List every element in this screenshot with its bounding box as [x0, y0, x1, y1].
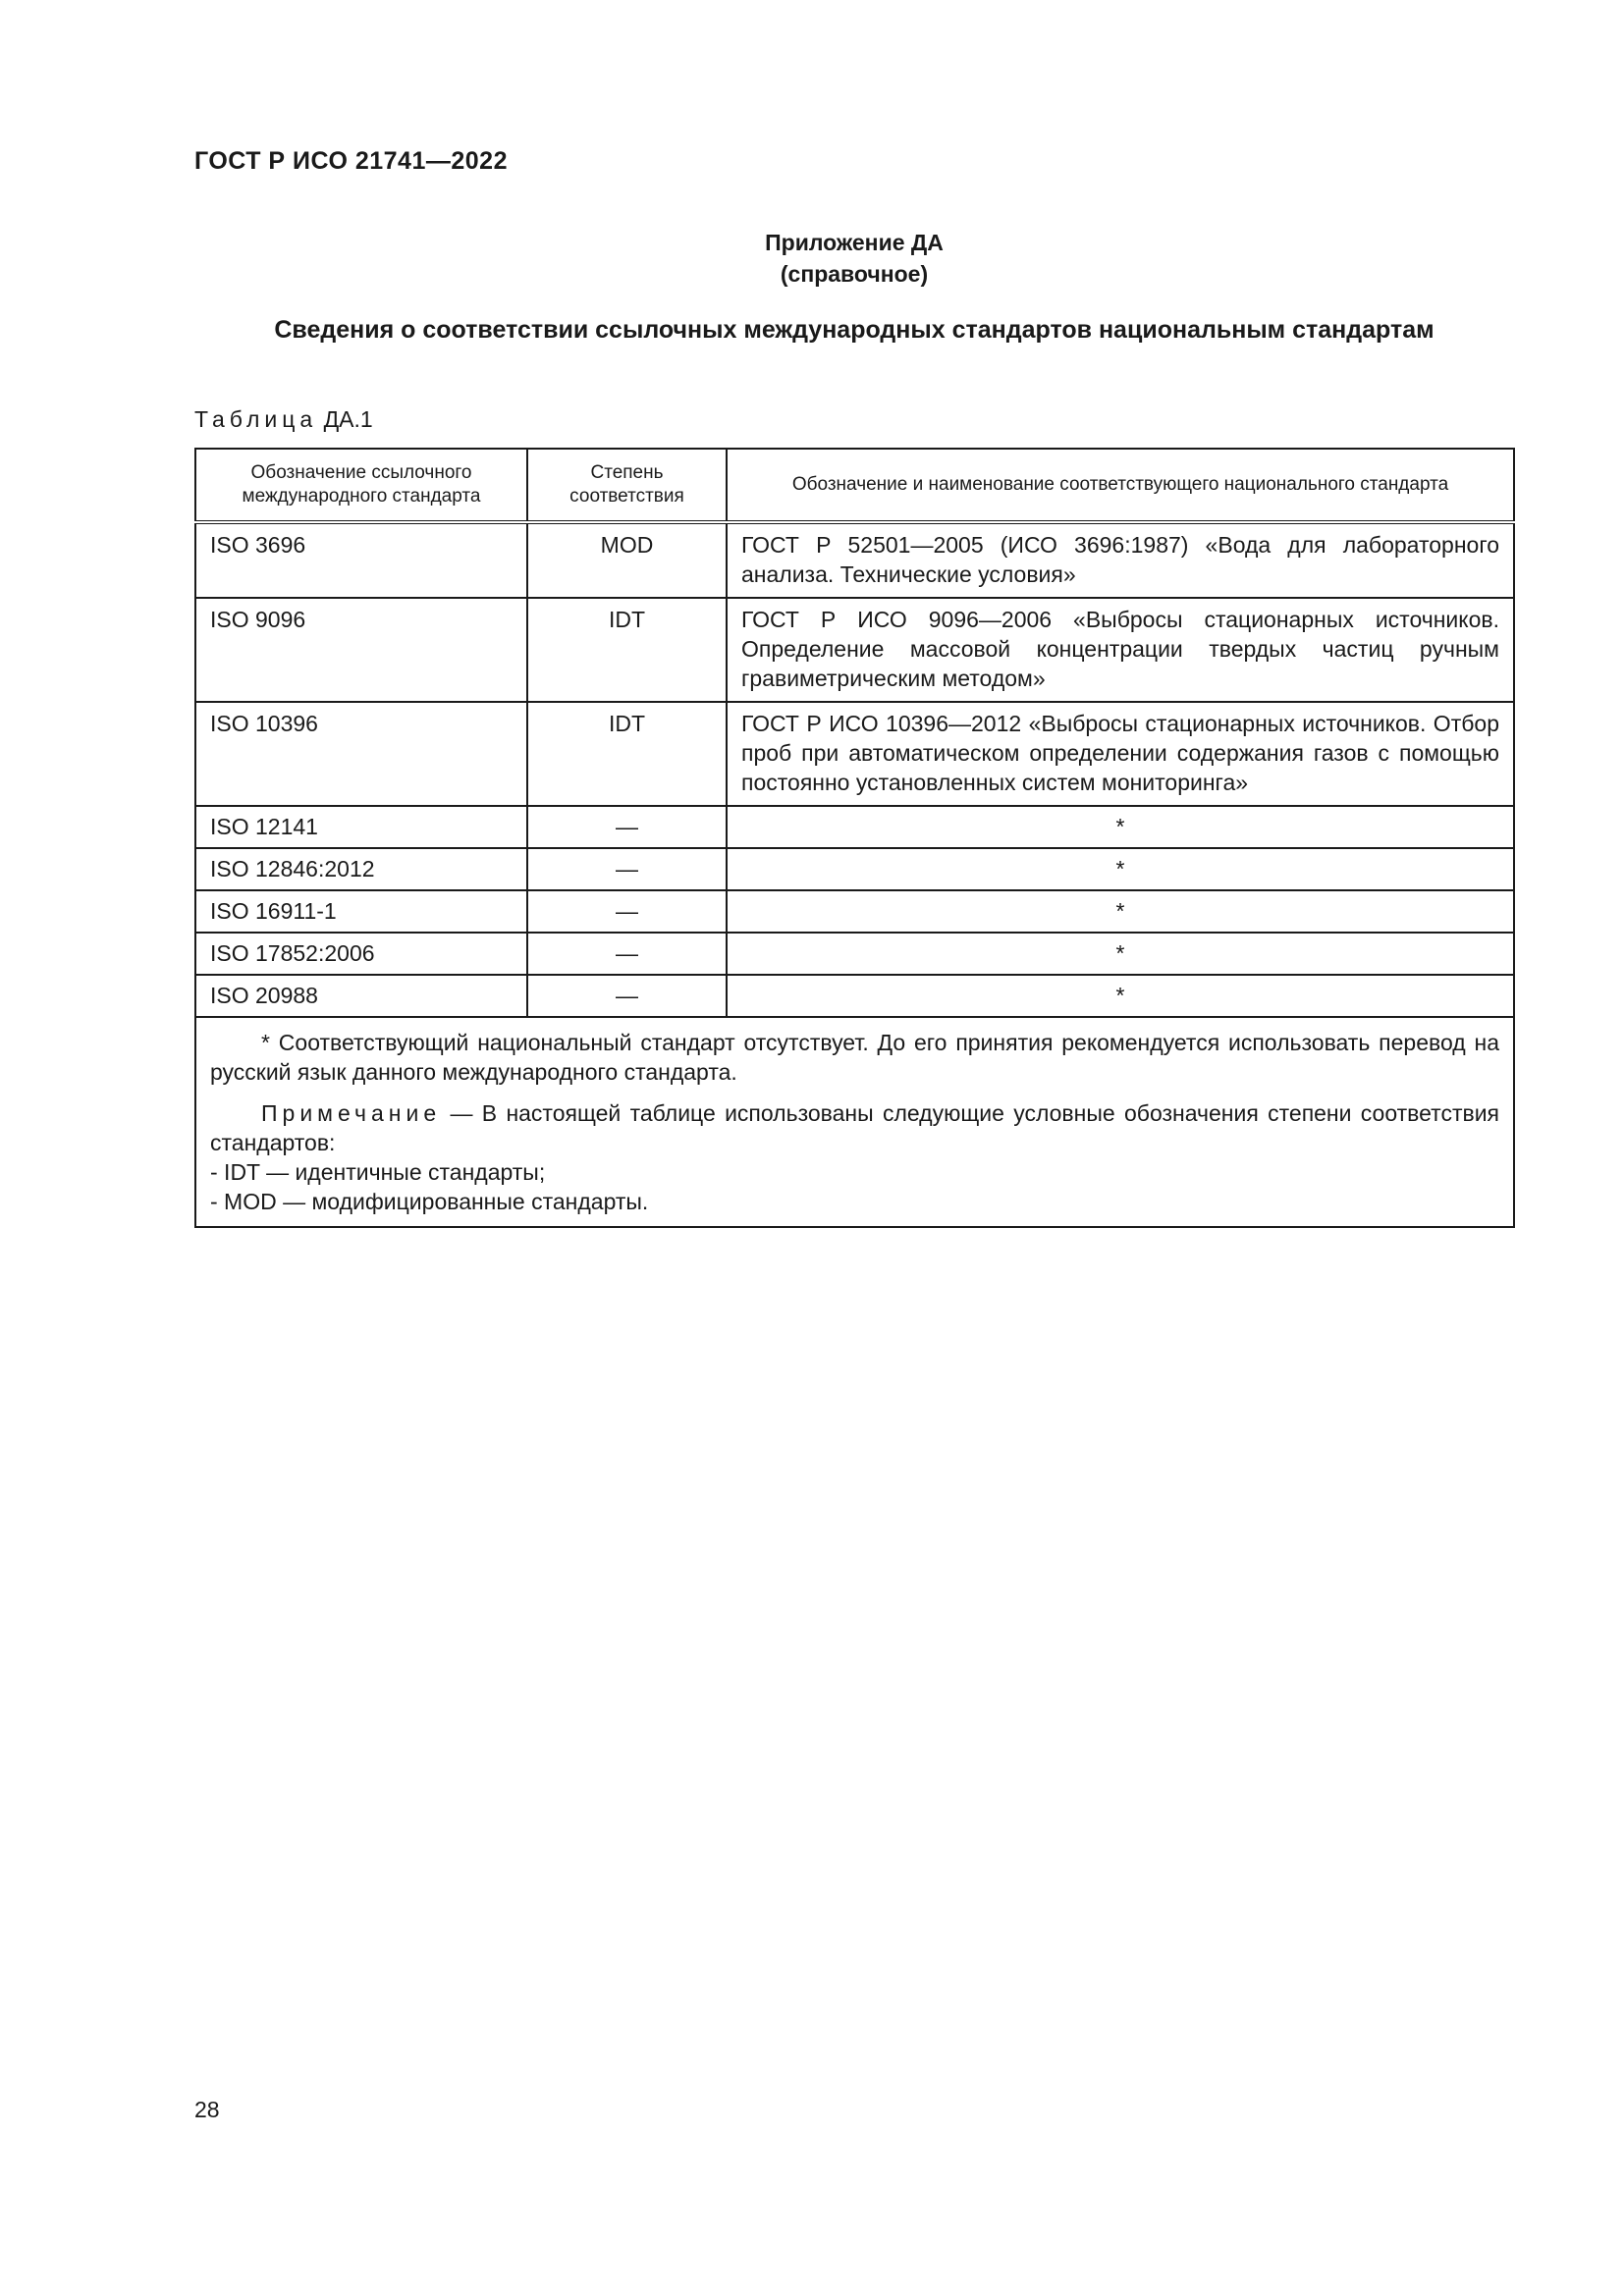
table-row: [195, 890, 1514, 933]
table-footnote: * Соответствующий национальный стандарт отсутствует. До его принятия рекомендуется использовать перевод на русский язык данного международного стандарта.: [210, 1030, 1499, 1085]
table-caption-word: Таблица: [194, 406, 318, 432]
annex-type: (справочное): [780, 261, 929, 287]
cell-intl-standard: ISO 12141: [195, 806, 527, 848]
table-note-lead: Примечание: [261, 1100, 442, 1126]
table-footnote-cell: [195, 1017, 1514, 1227]
standards-correspondence-table: [194, 448, 1515, 1228]
cell-intl-standard: ISO 12846:2012: [195, 848, 527, 890]
cell-national-standard: ГОСТ Р 52501—2005 (ИСО 3696:1987) «Вода для лабораторного анализа. Технические условия»: [727, 522, 1514, 598]
cell-intl-standard: ISO 16911-1: [195, 890, 527, 933]
cell-national-standard: *: [727, 933, 1514, 975]
page-number: 28: [194, 2097, 220, 2122]
cell-degree: IDT: [527, 598, 727, 702]
table-header-row: [195, 449, 1514, 522]
cell-degree: —: [527, 975, 727, 1017]
cell-national-standard: *: [727, 848, 1514, 890]
cell-intl-standard: ISO 20988: [195, 975, 527, 1017]
table-row: [195, 702, 1514, 806]
table-row: [195, 806, 1514, 848]
header-intl-standard: Обозначение ссылочного международного стандарта: [195, 449, 527, 522]
cell-degree: —: [527, 890, 727, 933]
table-note-item-mod: - MOD — модифицированные стандарты.: [210, 1189, 649, 1214]
table-note-text: — В настоящей таблице использованы следующие условные обозначения степени соответствия стандартов:: [210, 1100, 1499, 1155]
document-code: ГОСТ Р ИСО 21741—2022: [194, 147, 508, 175]
header-national-standard: Обозначение и наименование соответствующего национального стандарта: [727, 449, 1514, 522]
table-caption-number: ДА.1: [323, 406, 373, 432]
annex-heading: [0, 227, 1624, 290]
header-degree: Степень соответствия: [527, 449, 727, 522]
table-footnote-row: [195, 1017, 1514, 1227]
table-row: [195, 522, 1514, 598]
table-row: [195, 848, 1514, 890]
table-row: [195, 598, 1514, 702]
cell-degree: —: [527, 933, 727, 975]
cell-national-standard: ГОСТ Р ИСО 9096—2006 «Выбросы стационарных источников. Определение массовой концентрации твердых частиц ручным гравиметрическим методом»: [727, 598, 1514, 702]
table-note: [210, 1098, 1499, 1157]
cell-national-standard: *: [727, 890, 1514, 933]
cell-intl-standard: ISO 17852:2006: [195, 933, 527, 975]
cell-intl-standard: ISO 9096: [195, 598, 527, 702]
table-note-item-idt: - IDT — идентичные стандарты;: [210, 1159, 546, 1185]
table-row: [195, 933, 1514, 975]
table-caption: [194, 406, 373, 433]
cell-degree: IDT: [527, 702, 727, 806]
cell-national-standard: ГОСТ Р ИСО 10396—2012 «Выбросы стационарных источников. Отбор проб при автоматическом определении содержания газов с помощью постоянно установленных систем мониторинга»: [727, 702, 1514, 806]
table-row: [195, 975, 1514, 1017]
cell-degree: —: [527, 848, 727, 890]
annex-title: Приложение ДА: [765, 230, 944, 255]
cell-degree: MOD: [527, 522, 727, 598]
cell-national-standard: *: [727, 975, 1514, 1017]
cell-national-standard: *: [727, 806, 1514, 848]
section-title: Сведения о соответствии ссылочных международных стандартов национальным стандартам: [274, 316, 1435, 344]
cell-intl-standard: ISO 10396: [195, 702, 527, 806]
cell-intl-standard: ISO 3696: [195, 522, 527, 598]
cell-degree: —: [527, 806, 727, 848]
